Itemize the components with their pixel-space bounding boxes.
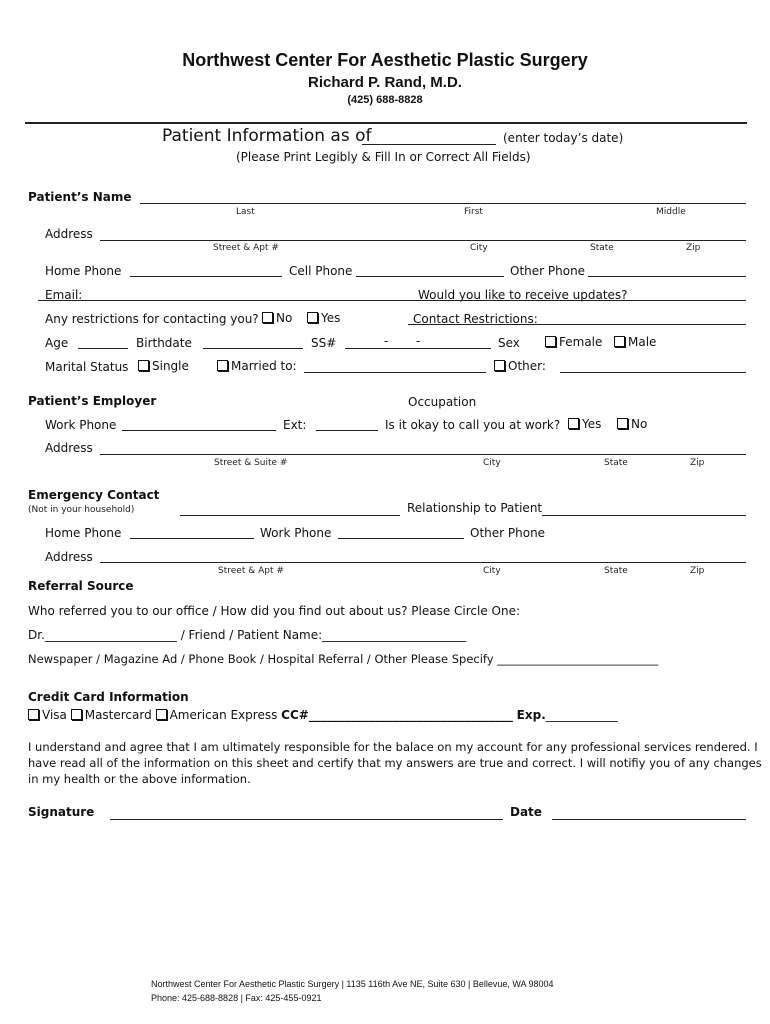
cell-phone-label: Cell Phone	[289, 264, 353, 278]
call-work-no-option[interactable]	[617, 417, 647, 431]
caption-last: Last	[236, 207, 255, 217]
agreement-line-1: I understand and agree that I am ultimately responsible for the balace on my account for any professional services rendered. I	[28, 740, 758, 754]
restrictions-question: Any restrictions for contacting you?	[45, 312, 259, 326]
checkbox-icon[interactable]	[217, 360, 228, 371]
contact-restrictions-label: Contact Restrictions:	[413, 312, 538, 326]
relationship-label: Relationship to Patient	[407, 501, 543, 515]
ss-label: SS#	[311, 336, 337, 350]
referral-line-1[interactable]: Dr.______________________ / Friend / Patient Name:________________________	[28, 628, 467, 642]
sex-label: Sex	[498, 336, 520, 350]
checkbox-icon[interactable]	[307, 312, 318, 323]
mastercard-option[interactable]	[71, 708, 152, 722]
date-field[interactable]	[362, 144, 496, 145]
call-yes-label: Yes	[582, 417, 602, 431]
checkbox-icon[interactable]	[28, 709, 39, 720]
emergency-address-label: Address	[45, 550, 93, 564]
checkbox-icon[interactable]	[494, 360, 505, 371]
amex-label: American Express	[169, 708, 278, 722]
restrictions-no-option[interactable]	[262, 311, 292, 325]
signature-field[interactable]	[110, 819, 503, 820]
caption-emergency-street: Street & Apt #	[218, 566, 284, 576]
ss-dash-2: -	[416, 334, 421, 348]
birthdate-field[interactable]	[203, 348, 303, 349]
emergency-home-phone-label: Home Phone	[45, 526, 122, 540]
caption-employer-state: State	[604, 458, 628, 468]
age-field[interactable]	[78, 348, 128, 349]
ext-label: Ext:	[283, 418, 307, 432]
exp-label: Exp.	[516, 708, 546, 722]
checkbox-icon[interactable]	[545, 336, 556, 347]
female-label: Female	[559, 335, 603, 349]
employer-address-field[interactable]	[100, 454, 746, 455]
checkbox-icon[interactable]	[614, 336, 625, 347]
marital-status-label: Marital Status	[45, 360, 129, 374]
occupation-label: Occupation	[408, 395, 477, 409]
employer-address-label: Address	[45, 441, 93, 455]
caption-state: State	[590, 243, 614, 253]
ext-field[interactable]	[316, 430, 378, 431]
referral-line-2[interactable]: Newspaper / Magazine Ad / Phone Book / Hospital Referral / Other Please Specify ____________________________	[28, 652, 659, 666]
checkbox-icon[interactable]	[156, 709, 167, 720]
caption-street: Street & Apt #	[213, 243, 279, 253]
referral-question: Who referred you to our office / How did you find out about us? Please Circle One:	[28, 604, 521, 618]
checkbox-icon[interactable]	[262, 312, 273, 323]
cc-number-field[interactable]: CC#__________________________________	[281, 708, 513, 722]
other-phone-field[interactable]	[588, 276, 746, 277]
ss-field[interactable]	[345, 348, 491, 349]
address-field[interactable]	[100, 240, 746, 241]
caption-zip: Zip	[686, 243, 701, 253]
mastercard-label: Mastercard	[84, 708, 152, 722]
signature-label: Signature	[28, 805, 95, 819]
checkbox-icon[interactable]	[568, 418, 579, 429]
updates-question: Would you like to receive updates?	[418, 288, 628, 302]
other-phone-label: Other Phone	[510, 264, 586, 278]
org-name: Northwest Center For Aesthetic Plastic Surgery	[182, 50, 588, 70]
emergency-work-phone-label: Work Phone	[260, 526, 332, 540]
restrictions-no-label: No	[276, 311, 293, 325]
checkbox-icon[interactable]	[71, 709, 82, 720]
ss-dash-1: -	[384, 334, 389, 348]
visa-label: Visa	[42, 708, 67, 722]
date-hint: (enter today’s date)	[503, 131, 624, 145]
marital-other-option[interactable]	[494, 359, 546, 373]
emergency-address-field[interactable]	[100, 562, 746, 563]
credit-card-label: Credit Card Information	[28, 690, 189, 704]
signature-date-label: Date	[510, 805, 542, 819]
home-phone-label: Home Phone	[45, 264, 122, 278]
contact-restrictions-field[interactable]	[408, 324, 746, 325]
exp-field[interactable]: ____________	[545, 708, 618, 722]
email-label: Email:	[45, 288, 83, 302]
caption-first: First	[464, 207, 483, 217]
restrictions-yes-option[interactable]	[307, 311, 340, 325]
home-phone-field[interactable]	[130, 276, 282, 277]
married-to-field[interactable]	[304, 372, 486, 373]
footer-contact: Phone: 425-688-8828 | Fax: 425-455-0921	[151, 993, 322, 1003]
cell-phone-field[interactable]	[356, 276, 504, 277]
signature-date-field[interactable]	[552, 819, 746, 820]
caption-employer-street: Street & Suite #	[214, 458, 288, 468]
referral-source-label: Referral Source	[28, 579, 134, 593]
caption-employer-city: City	[483, 458, 501, 468]
age-label: Age	[45, 336, 69, 350]
caption-city: City	[470, 243, 488, 253]
caption-middle: Middle	[656, 207, 686, 217]
emergency-name-field[interactable]	[180, 515, 400, 516]
agreement-line-3: in my health or the above information.	[28, 772, 251, 786]
amex-option[interactable]	[156, 708, 278, 722]
single-label: Single	[152, 359, 189, 373]
emergency-work-phone-field[interactable]	[338, 538, 464, 539]
caption-employer-zip: Zip	[690, 458, 705, 468]
instructions: (Please Print Legibly & Fill In or Correct All Fields)	[236, 150, 531, 164]
emergency-home-phone-field[interactable]	[130, 538, 254, 539]
call-work-yes-option[interactable]	[568, 417, 601, 431]
employer-label: Patient’s Employer	[28, 394, 157, 408]
restrictions-yes-label: Yes	[321, 311, 341, 325]
emergency-other-phone-label: Other Phone	[470, 526, 546, 540]
checkbox-icon[interactable]	[617, 418, 628, 429]
emergency-contact-label: Emergency Contact	[28, 488, 160, 502]
other-label: Other:	[508, 359, 546, 373]
doctor-name: Richard P. Rand, M.D.	[308, 74, 462, 91]
address-label: Address	[45, 227, 93, 241]
marital-married-option[interactable]	[217, 359, 297, 373]
married-label: Married to:	[231, 359, 297, 373]
call-no-label: No	[631, 417, 648, 431]
patient-name-label: Patient’s Name	[28, 190, 132, 204]
emergency-note: (Not in your household)	[28, 505, 135, 515]
visa-option[interactable]	[28, 708, 67, 722]
male-label: Male	[628, 335, 657, 349]
sex-female-option[interactable]	[545, 335, 602, 349]
email-field[interactable]	[38, 300, 746, 301]
marital-other-field[interactable]	[560, 372, 746, 373]
caption-emergency-zip: Zip	[690, 566, 705, 576]
marital-single-option[interactable]	[138, 359, 189, 373]
header-phone: (425) 688-8828	[347, 94, 423, 106]
card-type-row	[28, 708, 618, 722]
patient-name-field[interactable]	[140, 203, 746, 204]
caption-emergency-state: State	[604, 566, 628, 576]
relationship-field[interactable]	[542, 515, 746, 516]
okay-call-question: Is it okay to call you at work?	[385, 418, 561, 432]
work-phone-field[interactable]	[122, 430, 276, 431]
header-rule	[25, 122, 747, 124]
work-phone-label: Work Phone	[45, 418, 117, 432]
checkbox-icon[interactable]	[138, 360, 149, 371]
form-title: Patient Information as of	[162, 126, 372, 146]
footer-address: Northwest Center For Aesthetic Plastic Surgery | 1135 116th Ave NE, Suite 630 | Bellevue, WA 98004	[151, 979, 554, 989]
agreement-line-2: have read all of the information on this sheet and certify that my answers are true and correct. I will notifiy you of any changes	[28, 756, 762, 770]
caption-emergency-city: City	[483, 566, 501, 576]
birthdate-label: Birthdate	[136, 336, 192, 350]
sex-male-option[interactable]	[614, 335, 656, 349]
